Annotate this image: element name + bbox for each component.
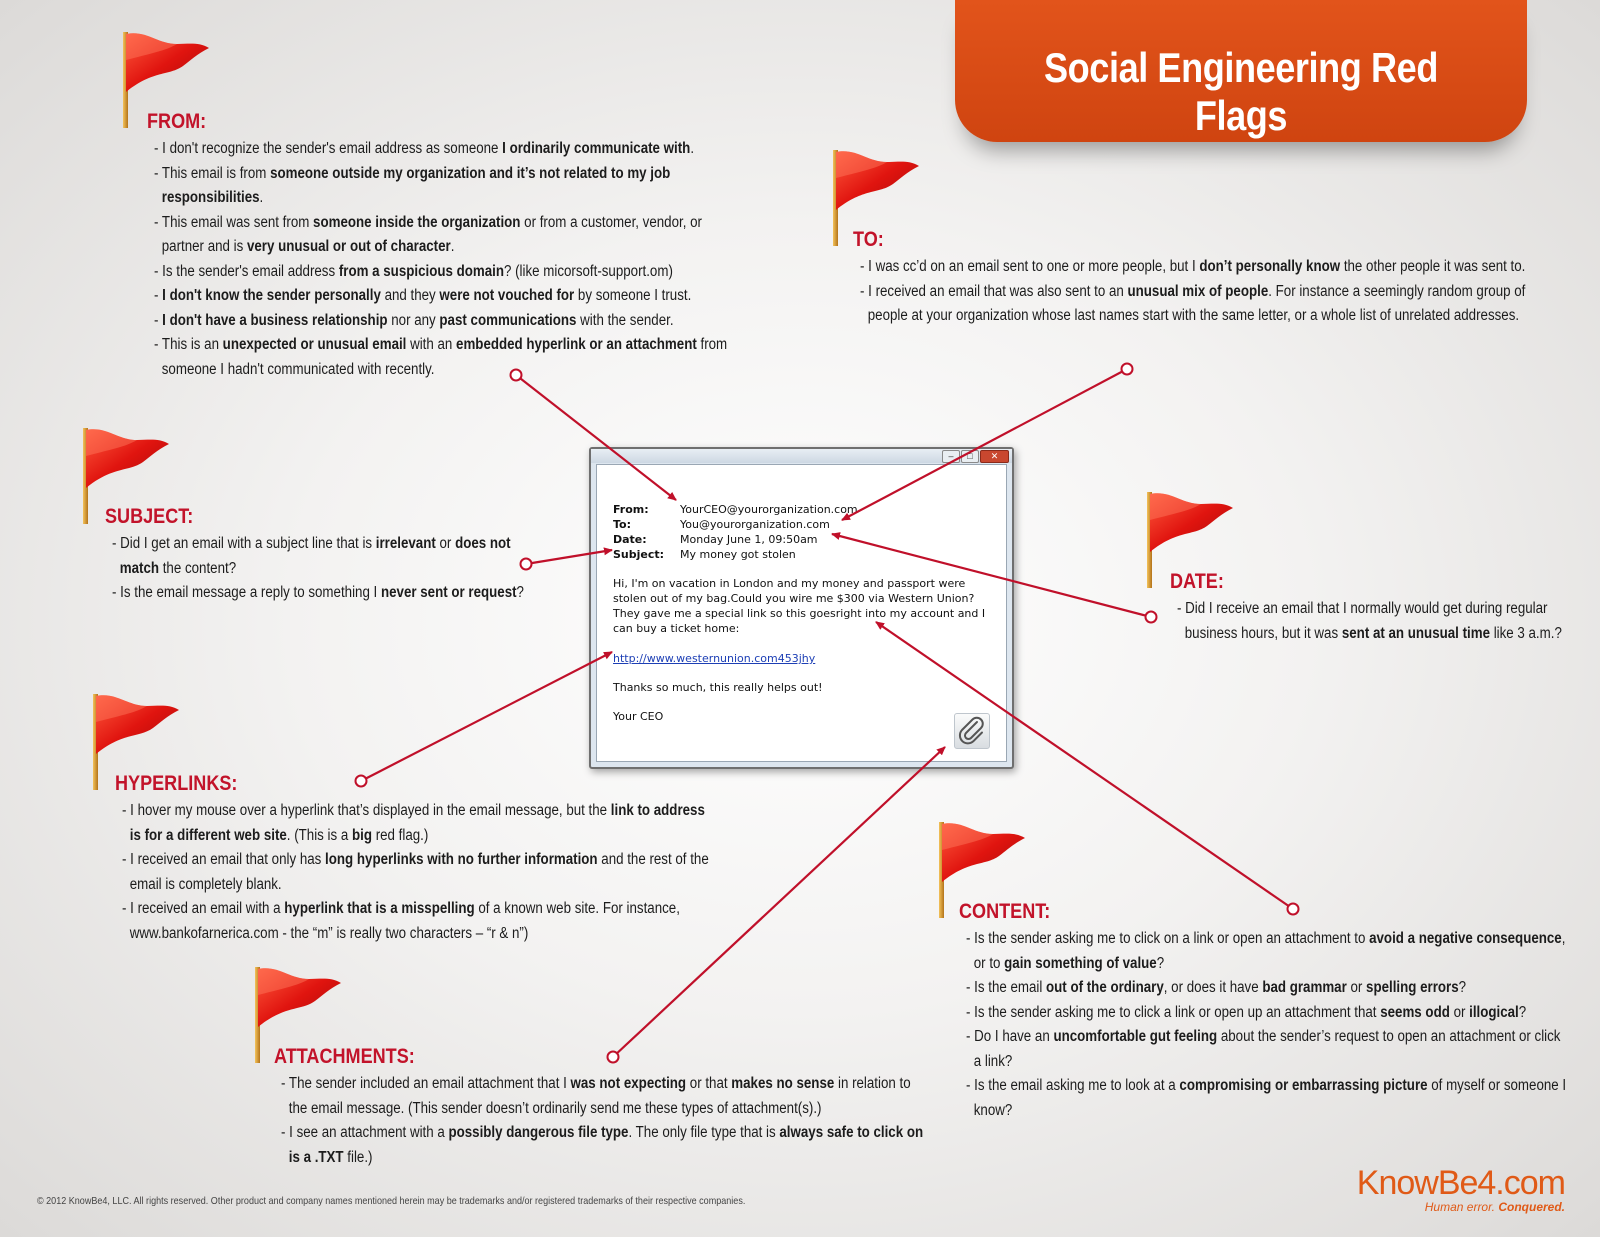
from-value: YourCEO@yourorganization.com: [680, 503, 858, 516]
logo-tagline: [1340, 1200, 1565, 1214]
email-signature: Your CEO: [613, 710, 664, 723]
list-item: - Is the email out of the ordinary, or does it have bad grammar or spelling errors?: [960, 976, 1566, 1001]
list-item: - Is the sender's email address from a suspicious domain? (like micorsoft-support.om): [148, 260, 733, 285]
list-item: - I don't recognize the sender's email address as someone I ordinarily communicate with.: [148, 137, 733, 162]
email-message: Hi, I'm on vacation in London and my money and passport were stolen out of my bag.Could you wire me $300 via Western Union? They gave me a special link so this goesright into my account and I can buy a ticket home:: [613, 577, 986, 635]
list-item: - I received an email with a hyperlink that is a misspelling of a known web site. For instance, www.bankofarnerica.com - the “m” is really two characters – “r & n”): [116, 897, 718, 946]
date-title: DATE:: [1170, 570, 1224, 593]
subject-label: Subject:: [613, 548, 665, 561]
list-item: - This email was sent from someone inside the organization or from a customer, vendor, or partner and is very unusual or out of character.: [148, 211, 733, 260]
list-item: - Is the email asking me to look at a compromising or embarrassing picture of myself or someone I know?: [960, 1074, 1566, 1123]
from-connector: [516, 375, 676, 500]
email-thanks: Thanks so much, this really helps out!: [613, 681, 823, 694]
from-title: FROM:: [147, 110, 207, 133]
attachments-connector: [613, 747, 945, 1057]
list-item: - This email is from someone outside my organization and it’s not related to my job responsibilities.: [148, 162, 733, 211]
content-connector: [876, 622, 1293, 909]
list-item: - I see an attachment with a possibly dangerous file type. The only file type that is always safe to click on is a .TXT file.): [275, 1121, 929, 1170]
tagline-emphasis: Conquered.: [1498, 1200, 1565, 1214]
from-label: From:: [613, 503, 649, 516]
list-item: - Did I get an email with a subject line that is irrelevant or does not match the content?: [106, 532, 532, 581]
knowbe4-logo[interactable]: [1340, 1166, 1565, 1214]
hyperlinks-connector: [361, 652, 612, 781]
logo-name: KnowBe4.com: [1356, 1164, 1565, 1202]
content-title: CONTENT:: [959, 900, 1051, 923]
minimize-icon[interactable]: –: [942, 450, 960, 463]
list-item: - I was cc’d on an email sent to one or more people, but I don’t personally know the other people it was sent to.: [854, 255, 1551, 280]
attachments-title: ATTACHMENTS:: [274, 1045, 415, 1068]
list-item: - Is the sender asking me to click on a link or open an attachment to avoid a negative consequence, or to gain something of value?: [960, 927, 1566, 976]
list-item: - I don't have a business relationship nor any past communications with the sender.: [148, 309, 733, 334]
tagline-part: Human error.: [1424, 1200, 1499, 1214]
to-title: TO:: [853, 228, 884, 251]
list-item: - Do I have an uncomfortable gut feeling about the sender’s request to open an attachment or click a link?: [960, 1025, 1566, 1074]
list-item: - Is the sender asking me to click a link or open up an attachment that seems odd or illogical?: [960, 1001, 1566, 1026]
list-item: - I received an email that was also sent to an unusual mix of people. For instance a seemingly random group of people at your organization whose last names start with the same letter, or a whole list of unrelated addresses.: [854, 280, 1551, 329]
suspicious-link[interactable]: http://www.westernunion.com453jhy: [613, 652, 816, 665]
to-label: To:: [613, 518, 631, 531]
list-item: - The sender included an email attachment that I was not expecting or that makes no sense in relation to the email message. (This sender doesn’t ordinarily send me these types of attachment(s).): [275, 1072, 929, 1121]
date-connector: [832, 534, 1151, 617]
page-title: Social Engineering Red Flags: [1044, 44, 1438, 139]
list-item: - I hover my mouse over a hyperlink that’s displayed in the email message, but the link to address is for a different web site. (This is a big red flag.): [116, 799, 718, 848]
subject-value: My money got stolen: [680, 548, 796, 561]
list-item: - I received an email that only has long hyperlinks with no further information and the rest of the email is completely blank.: [116, 848, 718, 897]
close-icon[interactable]: ✕: [980, 450, 1009, 463]
to-value: You@yourorganization.com: [680, 518, 830, 531]
subject-title: SUBJECT:: [105, 505, 194, 528]
date-label: Date:: [613, 533, 647, 546]
to-connector: [842, 369, 1127, 520]
list-item: - Did I receive an email that I normally would get during regular business hours, but it was sent at an unusual time like 3 a.m.?: [1171, 597, 1584, 646]
hyperlinks-title: HYPERLINKS:: [115, 772, 238, 795]
list-item: - Is the email message a reply to something I never sent or request?: [106, 581, 532, 606]
subject-connector: [526, 550, 612, 564]
list-item: - I don't know the sender personally and they were not vouched for by someone I trust.: [148, 284, 733, 309]
maximize-icon[interactable]: □: [961, 450, 979, 463]
copyright-footer: © 2012 KnowBe4, LLC. All rights reserved. Other product and company names mentioned herein may be trademarks and/or registered trademarks of their respective companies.: [37, 1195, 746, 1207]
date-value: Monday June 1, 09:50am: [680, 533, 818, 546]
list-item: - This is an unexpected or unusual email with an embedded hyperlink or an attachment from someone I hadn't communicated with recently.: [148, 333, 733, 382]
